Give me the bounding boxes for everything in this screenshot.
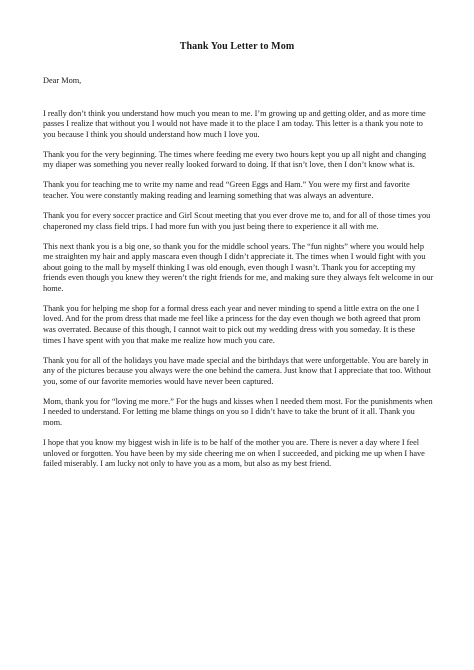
letter-paragraph-6: Thank you for helping me shop for a formal dress each year and never minding to spend a little extra on the one I loved. And for the prom dress that made me feel like a princess for the day even though we both agreed that prom was overrated. Because of this though, I cannot wait to pick out my wedding dress with you someday. It is these times I have spent with you that make me realize how much you care. bbox=[43, 303, 421, 345]
letter-paragraph-4: Thank you for every soccer practice and Girl Scout meeting that you ever drove me to, and for all of those times you chaperoned my class field trips. I had more fun with you just being there to experience it all with me. bbox=[43, 210, 431, 231]
letter-paragraph-8: Mom, thank you for “loving me more.” For the hugs and kisses when I needed them most. For the punishments when I needed to understand. For letting me blame things on you so I didn’t have to take the brunt of it all. Thank you mom. bbox=[43, 396, 433, 427]
letter-paragraph-7: Thank you for all of the holidays you have made special and the birthdays that were unforgettable. You are barely in any of the pictures because you always were the one behind the camera. Just know that I appreciate that too. Without you, some of our favorite memories would have never been captured. bbox=[43, 355, 431, 386]
letter-paragraph-5: This next thank you is a big one, so thank you for the middle school years. The “fun nights” where you would help me straighten my hair and apply mascara even though I didn’t appreciate it. The times when I would fight with you about going to the mall by myself thinking I was old enough, even though I wasn’t. Thank you for accepting my friends even though you knew they weren’t the right friends for me, and making sure they always felt welcome in our home. bbox=[43, 241, 434, 293]
letter-paragraph-3: Thank you for teaching me to write my name and read “Green Eggs and Ham.” You were my first and favorite teacher. You were constantly making reading and learning something that was always an adventure. bbox=[43, 180, 410, 200]
letter-paragraph-2: Thank you for the very beginning. The times where feeding me every two hours kept you up all night and changing my diaper was something you never really looked forward to doing. If that isn’t love, then I don’t know what is. bbox=[43, 149, 427, 170]
letter-paragraph-9: I hope that you know my biggest wish in life is to be half of the mother you are. There is never a day where I feel unloved or forgotten. You have been by my side cheering me on when I succeeded, and picking me up when I have failed miserably. I am lucky not only to have you as a mom, but also as my best friend. bbox=[43, 437, 425, 469]
letter-body bbox=[43, 76, 435, 479]
letter-salutation: Dear Mom, bbox=[43, 76, 82, 85]
letter-paragraph-1: I really don’t think you understand how much you mean to me. I’m growing up and getting older, and as more time passes I realize that without you I would not have made it to the place I am today. This letter is a thank you note to you because I think you should understand how much I love you. bbox=[43, 108, 426, 139]
letter-title: Thank You Letter to Mom bbox=[179, 41, 295, 52]
